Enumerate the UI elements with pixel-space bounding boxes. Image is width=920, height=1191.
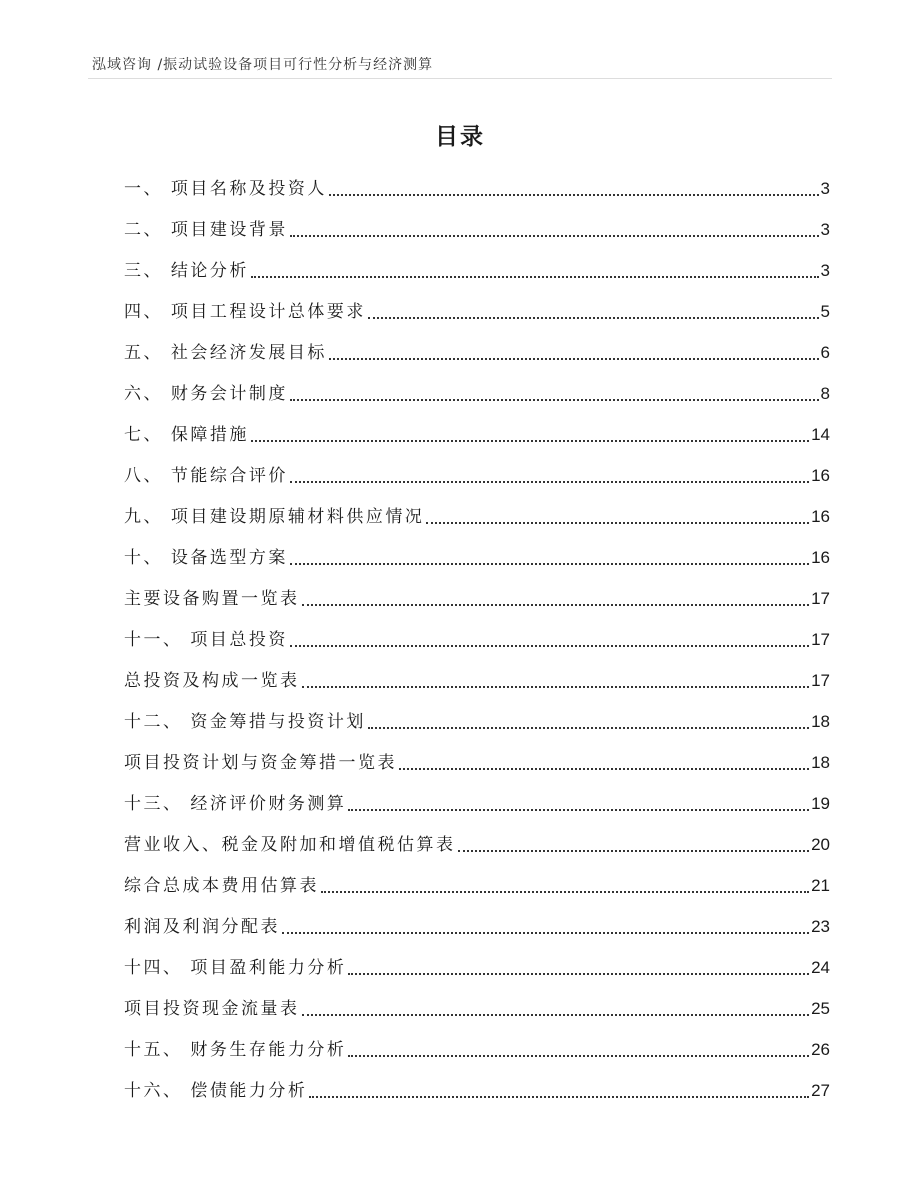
toc-entry-page: 27: [811, 1080, 830, 1100]
toc-entry-label: 十四、 项目盈利能力分析: [124, 957, 347, 978]
table-of-contents: [124, 168, 830, 1111]
toc-entry-label: 主要设备购置一览表: [124, 588, 300, 609]
toc-entry-label: 项目投资计划与资金筹措一览表: [124, 752, 397, 773]
toc-entry[interactable]: [124, 824, 830, 865]
toc-entry[interactable]: [124, 373, 830, 414]
dot-leader: [282, 932, 809, 934]
dot-leader: [309, 1096, 809, 1098]
toc-entry[interactable]: [124, 906, 830, 947]
dot-leader: [426, 522, 809, 524]
toc-entry[interactable]: [124, 291, 830, 332]
toc-entry-label: 九、 项目建设期原辅材料供应情况: [124, 506, 425, 527]
header-divider: [88, 78, 832, 79]
toc-entry-page: 19: [811, 793, 830, 813]
toc-entry-label: 八、 节能综合评价: [124, 465, 288, 486]
toc-entry-label: 利润及利润分配表: [124, 916, 280, 937]
toc-entry-label: 十一、 项目总投资: [124, 629, 288, 650]
toc-entry-page: 18: [811, 711, 830, 731]
toc-entry-page: 5: [820, 301, 830, 321]
toc-entry-label: 十五、 财务生存能力分析: [124, 1039, 347, 1060]
toc-entry-label: 七、 保障措施: [124, 424, 249, 445]
dot-leader: [368, 727, 809, 729]
toc-entry-page: 3: [820, 260, 830, 280]
toc-entry-label: 十三、 经济评价财务测算: [124, 793, 347, 814]
dot-leader: [302, 1014, 810, 1016]
toc-entry[interactable]: [124, 783, 830, 824]
dot-leader: [348, 1055, 809, 1057]
toc-entry-page: 14: [811, 424, 830, 444]
dot-leader: [458, 850, 810, 852]
dot-leader: [302, 604, 810, 606]
dot-leader: [329, 358, 819, 360]
toc-entry-label: 十、 设备选型方案: [124, 547, 288, 568]
toc-entry-page: 16: [811, 465, 830, 485]
toc-entry-page: 3: [820, 178, 830, 198]
dot-leader: [302, 686, 810, 688]
dot-leader: [290, 399, 819, 401]
toc-entry[interactable]: [124, 742, 830, 783]
toc-entry[interactable]: [124, 496, 830, 537]
toc-entry-label: 五、 社会经济发展目标: [124, 342, 327, 363]
toc-entry-page: 18: [811, 752, 830, 772]
toc-entry-label: 二、 项目建设背景: [124, 219, 288, 240]
toc-entry-label: 项目投资现金流量表: [124, 998, 300, 1019]
toc-entry[interactable]: [124, 1070, 830, 1111]
toc-entry-page: 23: [811, 916, 830, 936]
toc-entry[interactable]: [124, 414, 830, 455]
dot-leader: [321, 891, 809, 893]
dot-leader: [290, 235, 819, 237]
toc-entry[interactable]: [124, 209, 830, 250]
toc-entry-page: 3: [820, 219, 830, 239]
toc-entry[interactable]: [124, 619, 830, 660]
dot-leader: [348, 973, 809, 975]
toc-entry-page: 25: [811, 998, 830, 1018]
toc-entry[interactable]: [124, 701, 830, 742]
toc-entry[interactable]: [124, 250, 830, 291]
toc-entry-page: 16: [811, 506, 830, 526]
dot-leader: [329, 194, 819, 196]
toc-entry-page: 21: [811, 875, 830, 895]
toc-entry-label: 营业收入、税金及附加和增值税估算表: [124, 834, 456, 855]
toc-entry-page: 16: [811, 547, 830, 567]
toc-entry[interactable]: [124, 168, 830, 209]
toc-entry-page: 26: [811, 1039, 830, 1059]
toc-entry-page: 24: [811, 957, 830, 977]
dot-leader: [251, 440, 809, 442]
toc-entry-page: 20: [811, 834, 830, 854]
toc-entry-label: 四、 项目工程设计总体要求: [124, 301, 366, 322]
toc-entry[interactable]: [124, 455, 830, 496]
dot-leader: [290, 563, 809, 565]
toc-entry-page: 17: [811, 629, 830, 649]
toc-entry-label: 一、 项目名称及投资人: [124, 178, 327, 199]
toc-entry[interactable]: [124, 947, 830, 988]
toc-entry-label: 总投资及构成一览表: [124, 670, 300, 691]
dot-leader: [251, 276, 819, 278]
toc-entry[interactable]: [124, 865, 830, 906]
toc-entry-label: 三、 结论分析: [124, 260, 249, 281]
page-header: 泓域咨询 /振动试验设备项目可行性分析与经济测算: [92, 57, 434, 73]
toc-entry[interactable]: [124, 660, 830, 701]
dot-leader: [368, 317, 819, 319]
toc-entry[interactable]: [124, 1029, 830, 1070]
dot-leader: [290, 645, 809, 647]
toc-entry-page: 17: [811, 588, 830, 608]
toc-entry[interactable]: [124, 988, 830, 1029]
page-title: 目录: [435, 124, 485, 150]
toc-entry-page: 8: [820, 383, 830, 403]
toc-entry-label: 综合总成本费用估算表: [124, 875, 319, 896]
toc-entry-label: 六、 财务会计制度: [124, 383, 288, 404]
toc-entry-page: 17: [811, 670, 830, 690]
toc-entry-label: 十六、 偿债能力分析: [124, 1080, 308, 1101]
dot-leader: [348, 809, 809, 811]
toc-entry[interactable]: [124, 578, 830, 619]
toc-entry-page: 6: [820, 342, 830, 362]
toc-entry-label: 十二、 资金筹措与投资计划: [124, 711, 366, 732]
dot-leader: [290, 481, 809, 483]
toc-entry[interactable]: [124, 332, 830, 373]
toc-entry[interactable]: [124, 537, 830, 578]
dot-leader: [399, 768, 809, 770]
